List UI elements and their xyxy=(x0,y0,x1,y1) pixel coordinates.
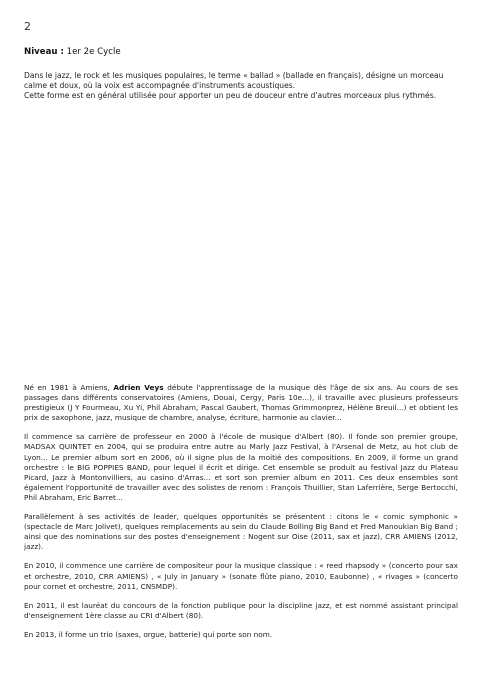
biography-section xyxy=(24,383,458,649)
level-value: 1er 2e Cycle xyxy=(66,47,121,57)
bio-text: Né en 1981 à Amiens, xyxy=(24,383,114,392)
bio-text: débute l'apprentissage de la musique dès l'âge de six ans. Au cours de ses passages dans différents conservatoires (Amiens, Douai, Cergy, Paris 10e...), il travaille avec plusieurs professeurs prestigieux (J Y Fourmeau, Xu Yi, Phil Abraham, Pascal Gaubert, Thomas Grimmonprez, Hélène Breuil...) et obtient les prix de saxophone, jazz, musique de chambre, analyse, écriture, harmonie au clavier... xyxy=(24,383,458,423)
bio-paragraph-laureate: En 2011, il est lauréat du concours de la fonction publique pour la discipline jazz, et est nommé assistant principal d'enseignement 1ère classe au CRI d'Albert (80). xyxy=(24,600,458,620)
intro-paragraph-definition: Dans le jazz, le rock et les musiques populaires, le terme « ballad » (ballade en français), désigne un morceau calme et doux, où la voix est accompagnée d'instruments acoustiques. xyxy=(24,71,444,91)
intro-paragraph-usage: Cette forme est en général utilisée pour apporter un peu de douceur entre d'autres morceaux plus rythmés. xyxy=(24,91,437,101)
page-number: 2 xyxy=(24,20,31,33)
level-line xyxy=(24,47,456,58)
intro-section xyxy=(24,71,460,102)
bio-paragraph-trio: En 2013, il forme un trio (saxes, orgue, batterie) qui porte son nom. xyxy=(24,629,273,639)
bio-paragraph-teaching: Il commence sa carrière de professeur en 2000 à l'école de musique d'Albert (80). Il fonde son premier groupe, MADSAX QUINTET en 2004, qui se produira entre autre au Marly Jazz Festival, à l'Arsenal de Metz, au hot club de Lyon... Le premier album sort en 2006, où il signe plus de la moitié des compositions. En 2009, il forme un grand orchestre : le BIG POPPIES BAND, pour lequel il écrit et dirige. Cet ensemble se produit au festival Jazz du Plateau Picard, Jazz à Montonvilliers, au casino d'Arras... et sort son premier album en 2011. Ces deux ensembles sont également l'opportunité de travailler avec des solistes de renom : François Thuillier, Stan Laferrière, Serge Bertocchi, Phil Abraham, Eric Barret... xyxy=(24,432,458,502)
bio-paragraph-early-life xyxy=(24,383,458,423)
bio-paragraph-composer: En 2010, il commence une carrière de compositeur pour la musique classique : « reed rhapsody » (concerto pour sax et orchestre, 2010, CRR AMIENS) , « July in January » (sonate flûte piano, 2010, Eaubonne) , « rivages » (concerto pour cornet et orchestre, 2011, CNSMDP). xyxy=(24,561,458,591)
level-label: Niveau : xyxy=(24,47,64,57)
composer-name: Adrien Veys xyxy=(113,383,164,392)
bio-paragraph-opportunities: Parallèlement à ses activités de leader, quelques opportunités se présentent : citons le « comic symphonic » (spectacle de Marc Jolivet), quelques remplacements au sein du Claude Bolling Big Band et Fred Manoukian Big Band ; ainsi que des nominations sur des postes d'enseignement : Nogent sur Oise (2011, sax et jazz), CRR AMIENS (2012, jazz). xyxy=(24,512,458,552)
